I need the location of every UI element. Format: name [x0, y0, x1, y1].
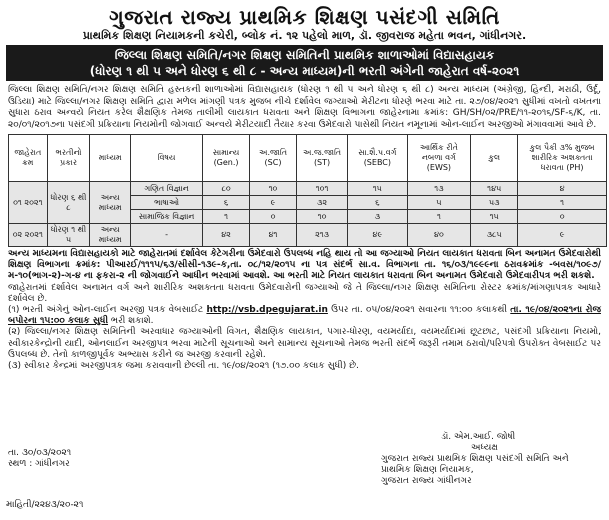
col-total: કુલ [471, 135, 518, 182]
note-online-text: (૧) ભરતી અંગેનું ઓન-લાઈન અરજી પત્રક વેબસાઈટ [8, 305, 204, 316]
cell-ph: ૯ [518, 224, 607, 247]
cell-total: ૧૪૫ [471, 182, 518, 196]
note-online-end: ભરી શકાશે. [110, 316, 154, 327]
cell-ews: ૪૦ [407, 224, 471, 247]
col-ews: આર્થિક રીતે નબળા વર્ગ (EWS) [407, 135, 471, 182]
cell-medium: અન્ય માધ્યમ [90, 182, 131, 224]
table-row [9, 182, 607, 196]
col-sc: અ.જાતિ (SC) [250, 135, 297, 182]
note-details: (૨) જિલ્લા/નગર શિક્ષણ સમિતિની અરવાધાર જગ્યાઓની વિગત, શૈક્ષણિક લાયકાત, પગાર-ધોરણ, વયમર્યાદા, વયમર્યાદામાં છૂટછાટ, પસંદગી પ્રક્રિયાના નિયમો, સ્વીકારકેન્દ્રોની યાદી, ઓનલાઈન અરજીપત્ર ભરવા માટેની સૂચનાઓ અને સામાન્ય સૂચનાઓ તેમજ ભરતી સંદર્ભે જરૂરી તમામ ઠરાવો/પરિપત્રો ઉપરોક્ત વેબસાઈટ પર ઉપલબ્ધ છે. તેનો કાળજીપૂર્વક અભ્યાસ કરીને જ અરજી કરવાની રહેશે. [8, 327, 601, 360]
cell-sebc: ૬ [348, 196, 407, 210]
signatory-org-2: પ્રાથમિક શિક્ષણ નિયામક, [381, 465, 474, 475]
cell-sebc: ૧૫ [348, 182, 407, 196]
col-st: અ.જ.જાતિ (ST) [296, 135, 347, 182]
cell-type: ધોરણ ૬ થી ૮ [47, 182, 90, 224]
signatory-name: ડૉ. એમ.આઈ. જોષી [441, 432, 516, 442]
cell-st: ૧૦ [296, 210, 347, 224]
cell-ph: ૪ [518, 182, 607, 196]
col-serial: જાહેરાત ક્રમ [9, 135, 48, 182]
cell-subject: સામાજિક વિજ્ઞાન [131, 210, 203, 224]
col-subject: વિષય [131, 135, 203, 182]
cell-sc: ૪૧ [250, 224, 297, 247]
info-reference: માહિતી/૨૨૪૩/૨૦-૨૧ [6, 500, 84, 510]
cell-sebc: ૩ [348, 210, 407, 224]
note-submission: (૩) સ્વીકાર કેન્દ્રમાં અરજીપત્રક જમા કરાવવાની છેલ્લી તા. ૧૯/૦૪/૨૦૨૧ (૧૭.૦૦ કલાક સુધી) છે. [8, 361, 359, 372]
banner-line-2: (ધોરણ ૧ થી ૫ અને ધોરણ ૬ થી ૮ - અન્ય માધ્યમ)ની ભરતી અંગેની જાહેરાત વર્ષ-૨૦૨૧ [89, 64, 520, 78]
notes-section [8, 249, 601, 372]
cell-total: ૫૩ [471, 196, 518, 210]
signature-block [381, 432, 591, 487]
col-gen: સામાન્ય (Gen.) [203, 135, 250, 182]
cell-subject: ભાષાઓ [131, 196, 203, 210]
note-unreserved: અન્ય માધ્યમના વિદ્યાસહાયકો માટે જાહેરાતમાં દર્શાવેલ કેટેગરીના ઉમેદવારો ઉપલબ્ધ નહિ થાય તો આ જગ્યાઓ નિયત લાયકાત ધરાવતા બિન અનામત ઉમેદવારોથી શિક્ષણ વિભાગના ક્રમાંક: પીઆરઈ/૧૧૧૫/૬૩/સીસી-૧૩૯-ક,તા. ૦૮/૧૨/૨૦૧૫ ના પત્ર સંદર્ભ સા.વ. વિભાગના તા. ૧૬/૦૩/૧૯૯૯ના ઠરાવક્રમાંક -બવસ/૧૦૯૭/મ-૧૦(ભાગ-૨)-ગ-૪ ના ફકરા-૨ ની જોગવાઈને આધીન ભરવામાં આવશે. આ ભરતી માટે નિયત લાયકાત ધરાવતા બિન અનામત ઉમેદવારો ઉમેદવારીપત્ર ભરી શકશે. [8, 249, 601, 282]
note-online-start: ઉપર તા. ૦૫/૦૪/૨૦૨૧ સવારના ૧૧:૦૦ કલાકથી [331, 305, 508, 316]
office-address: પ્રાથમિક શિક્ષણ નિયામકની કચેરી, બ્લોક નં. ૧૨ પહેલો માળ, ડૉ. જીવરાજ મહેતા ભવન, ગાંધીનગર. [82, 29, 527, 42]
cell-serial: ૦૧ ૨૦૨૧ [9, 182, 48, 224]
col-ph: કુલ પૈકી ૩% મુજબ શારીરિક અશક્તતા ધરાવતા (PH) [518, 135, 607, 182]
issue-place: સ્થળ : ગાંધીનગર [8, 459, 70, 469]
cell-st: ૩૨ [296, 196, 347, 210]
vacancy-table [8, 134, 607, 247]
page-title: ગુજરાત રાજ્ય પ્રાથમિક શિક્ષણ પસંદગી સમિતિ [109, 5, 500, 29]
cell-sc: ૧૦ [250, 182, 297, 196]
note-roster: જાહેરાતમાં દર્શાવેલ અનામત વર્ગ અને શારીરિક અશક્તતા ધરાવતા ઉમેદવારોની જગ્યાઓ જે તે જિલ્લા/નગર શિક્ષણ સમિતિના રોસ્ટર ક્રમાંક/માંગણાપત્રક આધારે દર્શાવેલ છે. [8, 282, 601, 304]
cell-sc: ૦ [250, 210, 297, 224]
cell-sebc: ૪૯ [348, 224, 407, 247]
cell-gen: ૬ [203, 196, 250, 210]
cell-ph: ૧ [518, 196, 607, 210]
cell-medium: અન્ય માધ્યમ [90, 224, 131, 247]
cell-ews: ૧ [407, 210, 471, 224]
cell-gen: ૪૨ [203, 224, 250, 247]
signatory-org-3: ગુજરાત રાજ્ય ગાંધીનગર [381, 476, 472, 486]
cell-st: ૨૧૩ [296, 224, 347, 247]
intro-paragraph: જિલ્લા શિક્ષણ સમિતિ/નગર શિક્ષણ સમિતિ હસ્તકની શાળાઓમાં વિદ્યાસહાયક (ધોરણ ૧ થી ૫ અને ધોરણ ૬ થી ૮) અન્ય માધ્યમ (અંગ્રેજી, હિન્દી, મરાઠી, ઉર્દૂ, ઉડિયા) માટે જિલ્લા/નગર શિક્ષણ સમિતિ દ્વારા મળેલ માંગણી પત્રક મુજબ નીચે દર્શાવેલ જગ્યાઓ મેરીટના ધોરણે ભરવા માટે તા. ૨૭/૦૪/૨૦૨૧ સુધીમાં વખતો વખતના સુધારા ઠરાવ અન્વયે નિયત કરેલ શૈક્ષણિક તેમજ તાલીમી લાયકાત ધરાવતા અને શિક્ષણ વિભાગના જાહેરનામા ક્રમાંક: GH/SH/૦૨/PRE/૧૧-૨૦૧૬/SF-૬/K, તા. ૨૦/૦૧/૨૦૧૭ના પસંદગી પ્રક્રિયાના નિયમોની જોગવાઈ અન્વયે મેરીટયાદી તૈયાર કરવા ઉમેદવારો પાસેથી નિયત નમૂનામાં ઓન-લાઈન અરજીઓ મંગાવવામાં આવે છે. [8, 85, 601, 130]
note-online-application [8, 305, 601, 327]
signatory-org-1: ગુજરાત રાજ્ય પ્રાથમિક શિક્ષણ પસંદગી સમિતિ અને [381, 454, 569, 464]
cell-ews: ૫ [407, 196, 471, 210]
cell-gen: ૮૦ [203, 182, 250, 196]
col-sebc: સા.શૈ.પ.વર્ગ (SEBC) [348, 135, 407, 182]
cell-ph: ૦ [518, 210, 607, 224]
note-online-deadline: તા. ૧૯/૦૪/૨૦૨૧ના રોજ બપોરના ૧૫:૦૦ કલાક સુધી [8, 305, 601, 327]
banner-line-1: જિલ્લા શિક્ષણ સમિતિ/નગર શિક્ષણ સમિતિની પ્રાથમિક શાળાઓમાં વિદ્યાસહાયક [114, 48, 495, 62]
cell-subject: - [131, 224, 203, 247]
table-header-row [9, 135, 607, 182]
cell-serial: ૦૨ ૨૦૨૧ [9, 224, 48, 247]
website-link[interactable]: http://vsb.dpegujarat.in [206, 305, 328, 316]
cell-st: ૧૦૧ [296, 182, 347, 196]
table-row [9, 224, 607, 247]
cell-total: ૧૫ [471, 210, 518, 224]
cell-total: ૩૮૫ [471, 224, 518, 247]
cell-ews: ૧૩ [407, 182, 471, 196]
issue-date: તા. ૩૦/૦૩/૨૦૨૧ [8, 448, 72, 458]
signatory-title: અધ્યક્ષ [471, 443, 498, 453]
cell-subject: ગણિત વિજ્ઞાન [131, 182, 203, 196]
date-place-block [8, 448, 71, 470]
cell-type: ધોરણ ૧ થી ૫ [47, 224, 90, 247]
col-type: ભરતીનો પ્રકાર [47, 135, 90, 182]
recruitment-banner [6, 45, 603, 81]
cell-sc: ૯ [250, 196, 297, 210]
col-medium: માધ્યમ [90, 135, 131, 182]
cell-gen: ૧ [203, 210, 250, 224]
